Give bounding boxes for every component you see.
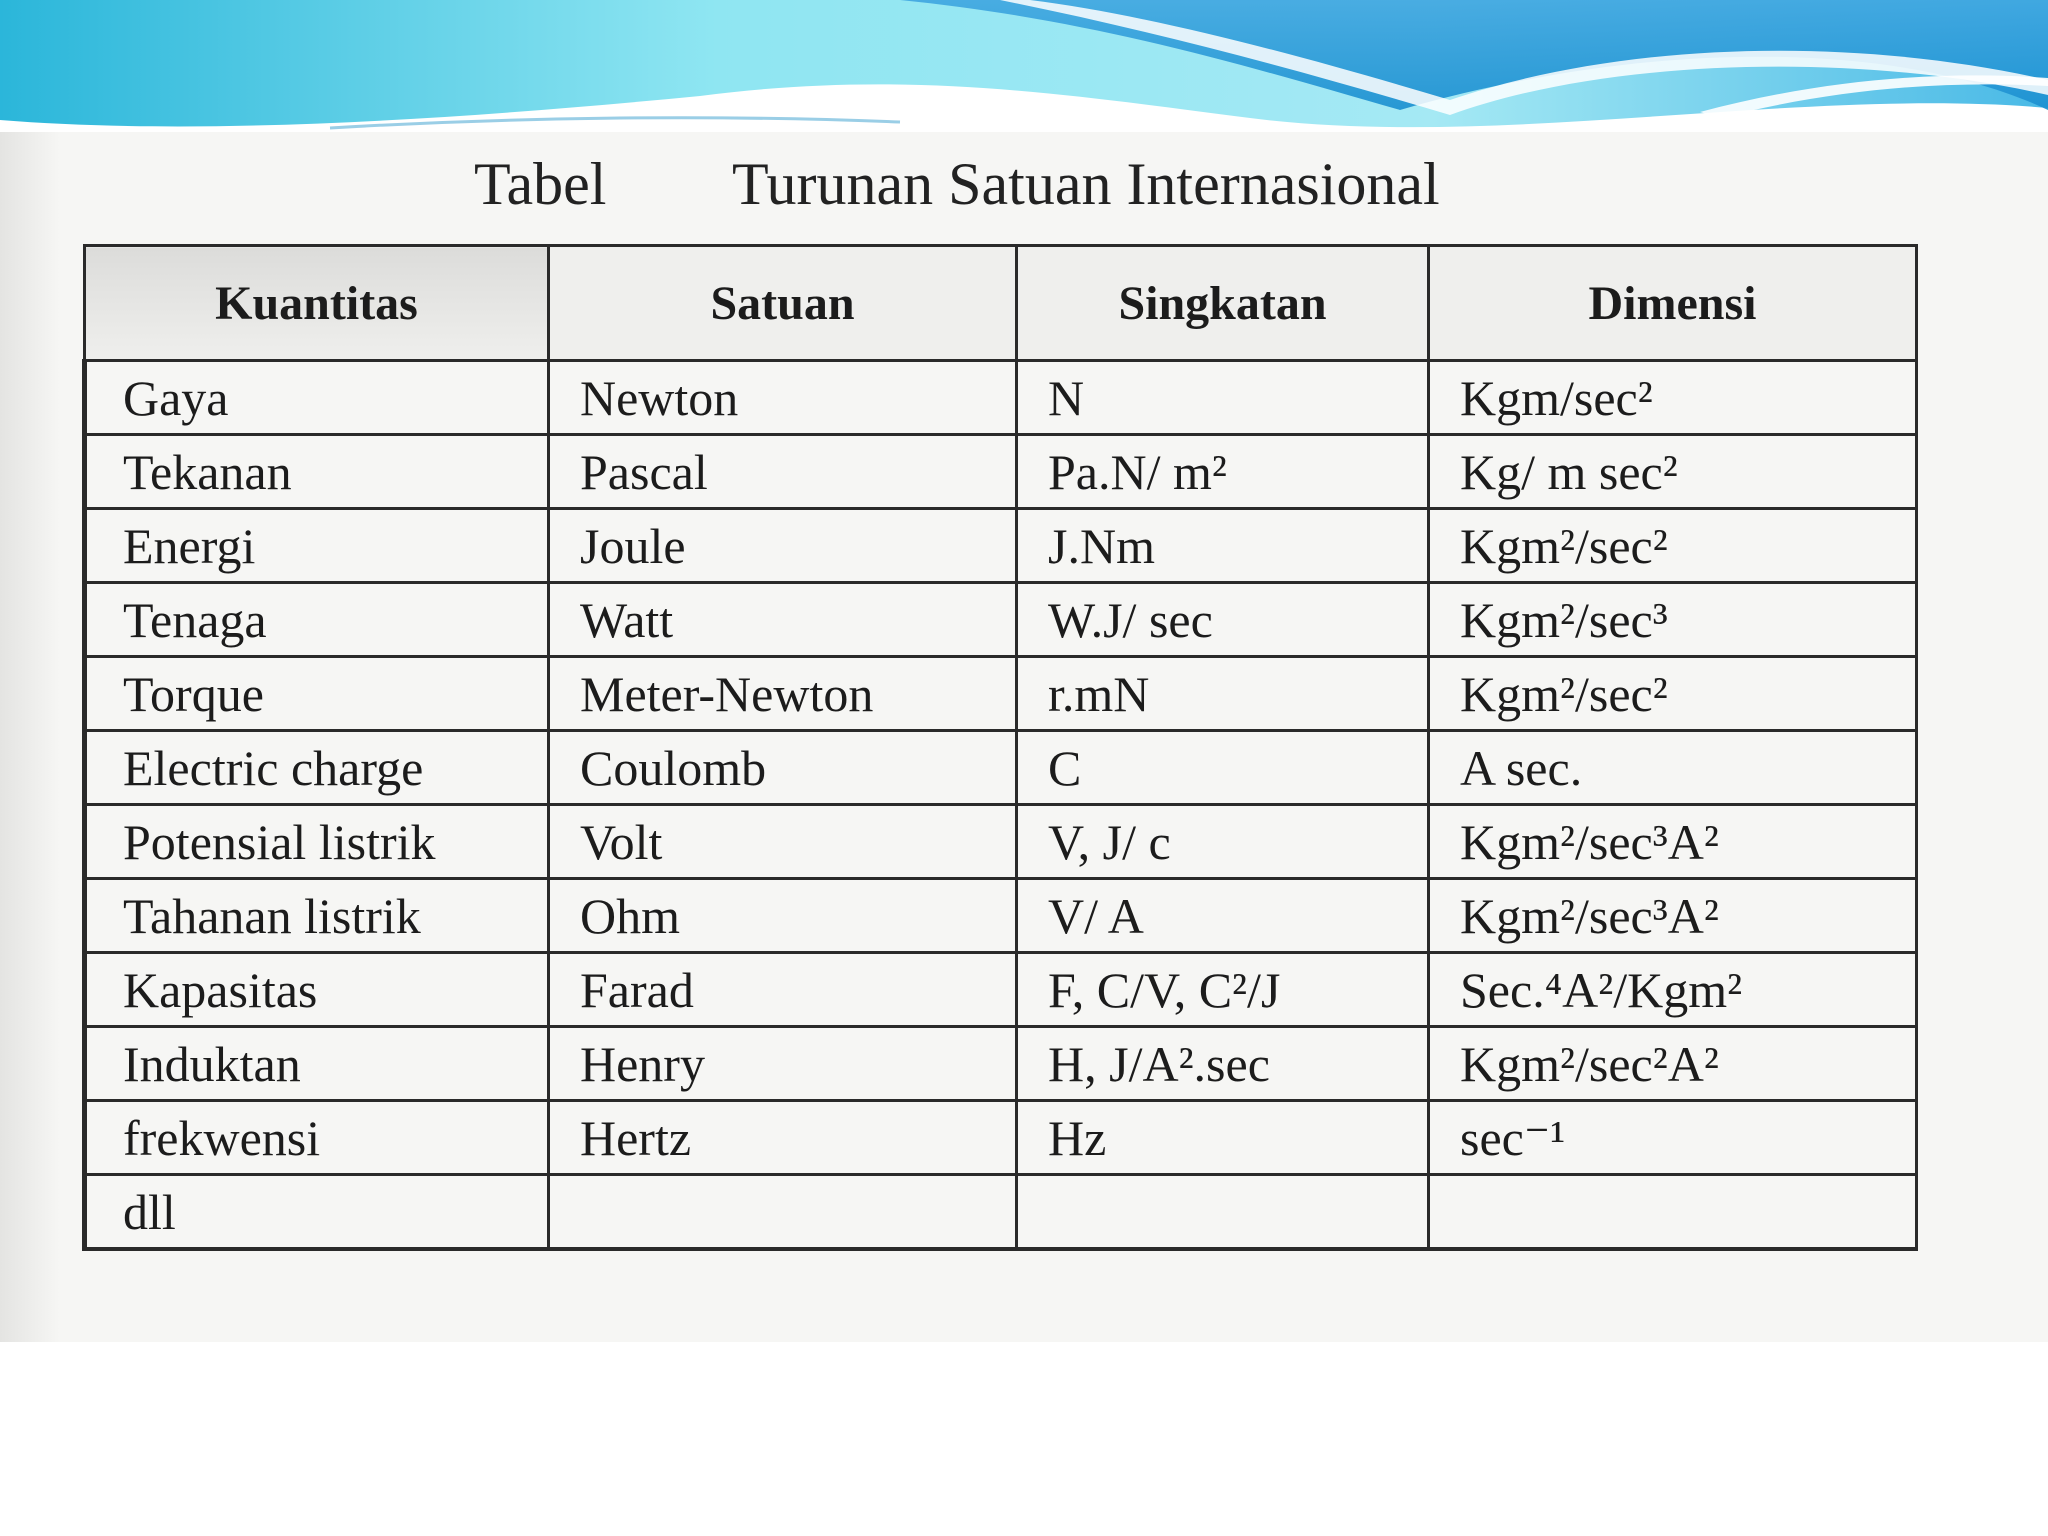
table-row xyxy=(85,1027,1917,1101)
cell-abbreviation: N xyxy=(1017,361,1429,435)
header-singkatan: Singkatan xyxy=(1017,246,1429,361)
table-row xyxy=(85,583,1917,657)
cell-abbreviation: V, J/ c xyxy=(1017,805,1429,879)
header-kuantitas: Kuantitas xyxy=(85,246,549,361)
cell-quantity: dll xyxy=(85,1175,549,1250)
cell-dimension: Kgm²/sec²A² xyxy=(1429,1027,1917,1101)
cell-dimension: Kgm²/sec³A² xyxy=(1429,805,1917,879)
cell-quantity: Tekanan xyxy=(85,435,549,509)
cell-unit: Henry xyxy=(549,1027,1017,1101)
cell-quantity: Induktan xyxy=(85,1027,549,1101)
cell-abbreviation: C xyxy=(1017,731,1429,805)
cell-abbreviation: V/ A xyxy=(1017,879,1429,953)
table-row xyxy=(85,1101,1917,1175)
cell-abbreviation: Hz xyxy=(1017,1101,1429,1175)
cell-quantity: Gaya xyxy=(85,361,549,435)
cell-quantity: Electric charge xyxy=(85,731,549,805)
cell-dimension: Kgm²/sec² xyxy=(1429,509,1917,583)
scan-edge-shadow xyxy=(0,132,60,1342)
table-row xyxy=(85,879,1917,953)
cell-unit: Newton xyxy=(549,361,1017,435)
cell-unit: Watt xyxy=(549,583,1017,657)
cell-abbreviation: J.Nm xyxy=(1017,509,1429,583)
table-title-text: Turunan Satuan Internasional xyxy=(732,151,1440,217)
cell-dimension: sec⁻¹ xyxy=(1429,1101,1917,1175)
table-title xyxy=(0,150,2048,230)
table-row xyxy=(85,1175,1917,1250)
cell-quantity: Tahanan listrik xyxy=(85,879,549,953)
cell-unit: Meter-Newton xyxy=(549,657,1017,731)
table-row xyxy=(85,953,1917,1027)
cell-quantity: Potensial listrik xyxy=(85,805,549,879)
cell-dimension: Kgm²/sec² xyxy=(1429,657,1917,731)
table-row xyxy=(85,657,1917,731)
cell-dimension: Sec.⁴A²/Kgm² xyxy=(1429,953,1917,1027)
table-row xyxy=(85,805,1917,879)
cell-unit: Ohm xyxy=(549,879,1017,953)
cell-unit xyxy=(549,1175,1017,1250)
cell-unit: Hertz xyxy=(549,1101,1017,1175)
cell-quantity: Tenaga xyxy=(85,583,549,657)
cell-unit: Coulomb xyxy=(549,731,1017,805)
table-row xyxy=(85,435,1917,509)
cell-abbreviation: r.mN xyxy=(1017,657,1429,731)
table-row xyxy=(85,361,1917,435)
header-dimensi: Dimensi xyxy=(1429,246,1917,361)
header-satuan: Satuan xyxy=(549,246,1017,361)
cell-dimension: Kgm²/sec³ xyxy=(1429,583,1917,657)
table-row xyxy=(85,509,1917,583)
cell-abbreviation xyxy=(1017,1175,1429,1250)
table-row xyxy=(85,731,1917,805)
cell-dimension: Kgm²/sec³A² xyxy=(1429,879,1917,953)
cell-dimension: Kg/ m sec² xyxy=(1429,435,1917,509)
cell-abbreviation: F, C/V, C²/J xyxy=(1017,953,1429,1027)
table-title-label: Tabel xyxy=(474,151,607,217)
cell-unit: Pascal xyxy=(549,435,1017,509)
cell-abbreviation: W.J/ sec xyxy=(1017,583,1429,657)
cell-dimension: Kgm/sec² xyxy=(1429,361,1917,435)
units-table xyxy=(82,244,1918,1251)
cell-quantity: frekwensi xyxy=(85,1101,549,1175)
cell-quantity: Kapasitas xyxy=(85,953,549,1027)
cell-dimension: A sec. xyxy=(1429,731,1917,805)
cell-unit: Joule xyxy=(549,509,1017,583)
cell-abbreviation: Pa.N/ m² xyxy=(1017,435,1429,509)
cell-quantity: Energi xyxy=(85,509,549,583)
header-wave-banner xyxy=(0,0,2048,140)
cell-dimension xyxy=(1429,1175,1917,1250)
cell-unit: Volt xyxy=(549,805,1017,879)
cell-abbreviation: H, J/A².sec xyxy=(1017,1027,1429,1101)
cell-quantity: Torque xyxy=(85,657,549,731)
cell-unit: Farad xyxy=(549,953,1017,1027)
table-header-row xyxy=(85,246,1917,361)
